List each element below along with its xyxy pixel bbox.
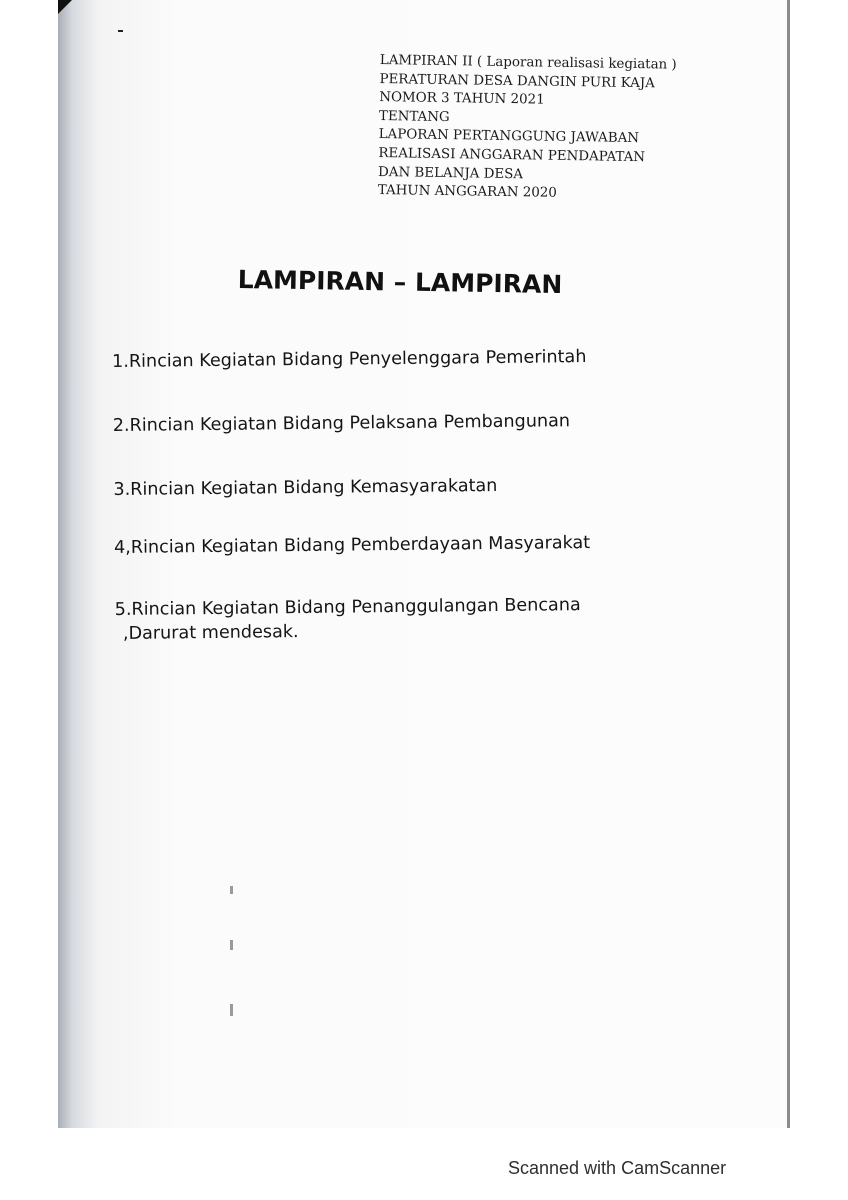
list-item bbox=[113, 476, 497, 500]
attachment-list bbox=[112, 346, 672, 644]
header-line: NOMOR 3 TAHUN 2021 bbox=[379, 90, 545, 108]
header-line: LAPORAN PERTANGGUNG JAWABAN bbox=[378, 127, 640, 147]
corner-fold-mark bbox=[58, 0, 72, 14]
list-item bbox=[113, 411, 570, 436]
margin-tick-mark bbox=[230, 1004, 233, 1016]
scanner-watermark: Scanned with CamScanner bbox=[508, 1158, 727, 1178]
list-item bbox=[115, 595, 581, 644]
list-item-continuation: ,Darurat mendesak. bbox=[122, 622, 299, 644]
header-line: DAN BELANJA DESA bbox=[377, 164, 524, 182]
header-line: TENTANG bbox=[378, 108, 450, 125]
header-line: REALISASI ANGGARAN PENDAPATAN bbox=[378, 145, 646, 166]
scanned-page bbox=[58, 0, 790, 1128]
list-item-text: 5.Rincian Kegiatan Bidang Penanggulangan Bencana bbox=[114, 595, 581, 620]
list-item-text: 1.Rincian Kegiatan Bidang Penyelenggara Pemerintah bbox=[112, 347, 587, 372]
header-line: LAMPIRAN II ( Laporan realisasi kegiatan ) bbox=[379, 52, 677, 73]
header-line: TAHUN ANGGARAN 2020 bbox=[377, 183, 557, 201]
header-line: PERATURAN DESA DANGIN PURI KAJA bbox=[379, 71, 655, 91]
list-item-text: 2.Rincian Kegiatan Bidang Pelaksana Pembangunan bbox=[112, 411, 571, 436]
margin-tick-mark bbox=[230, 940, 233, 950]
page-title: LAMPIRAN – LAMPIRAN bbox=[237, 265, 563, 300]
list-item-text: 4,Rincian Kegiatan Bidang Pemberdayaan Masyarakat bbox=[113, 533, 591, 558]
list-item bbox=[112, 347, 587, 372]
list-item-text: 3.Rincian Kegiatan Bidang Kemasyarakatan bbox=[113, 475, 498, 500]
scan-speck bbox=[118, 30, 123, 32]
list-item bbox=[114, 533, 590, 558]
document-header bbox=[378, 52, 770, 207]
margin-tick-mark bbox=[230, 886, 233, 894]
